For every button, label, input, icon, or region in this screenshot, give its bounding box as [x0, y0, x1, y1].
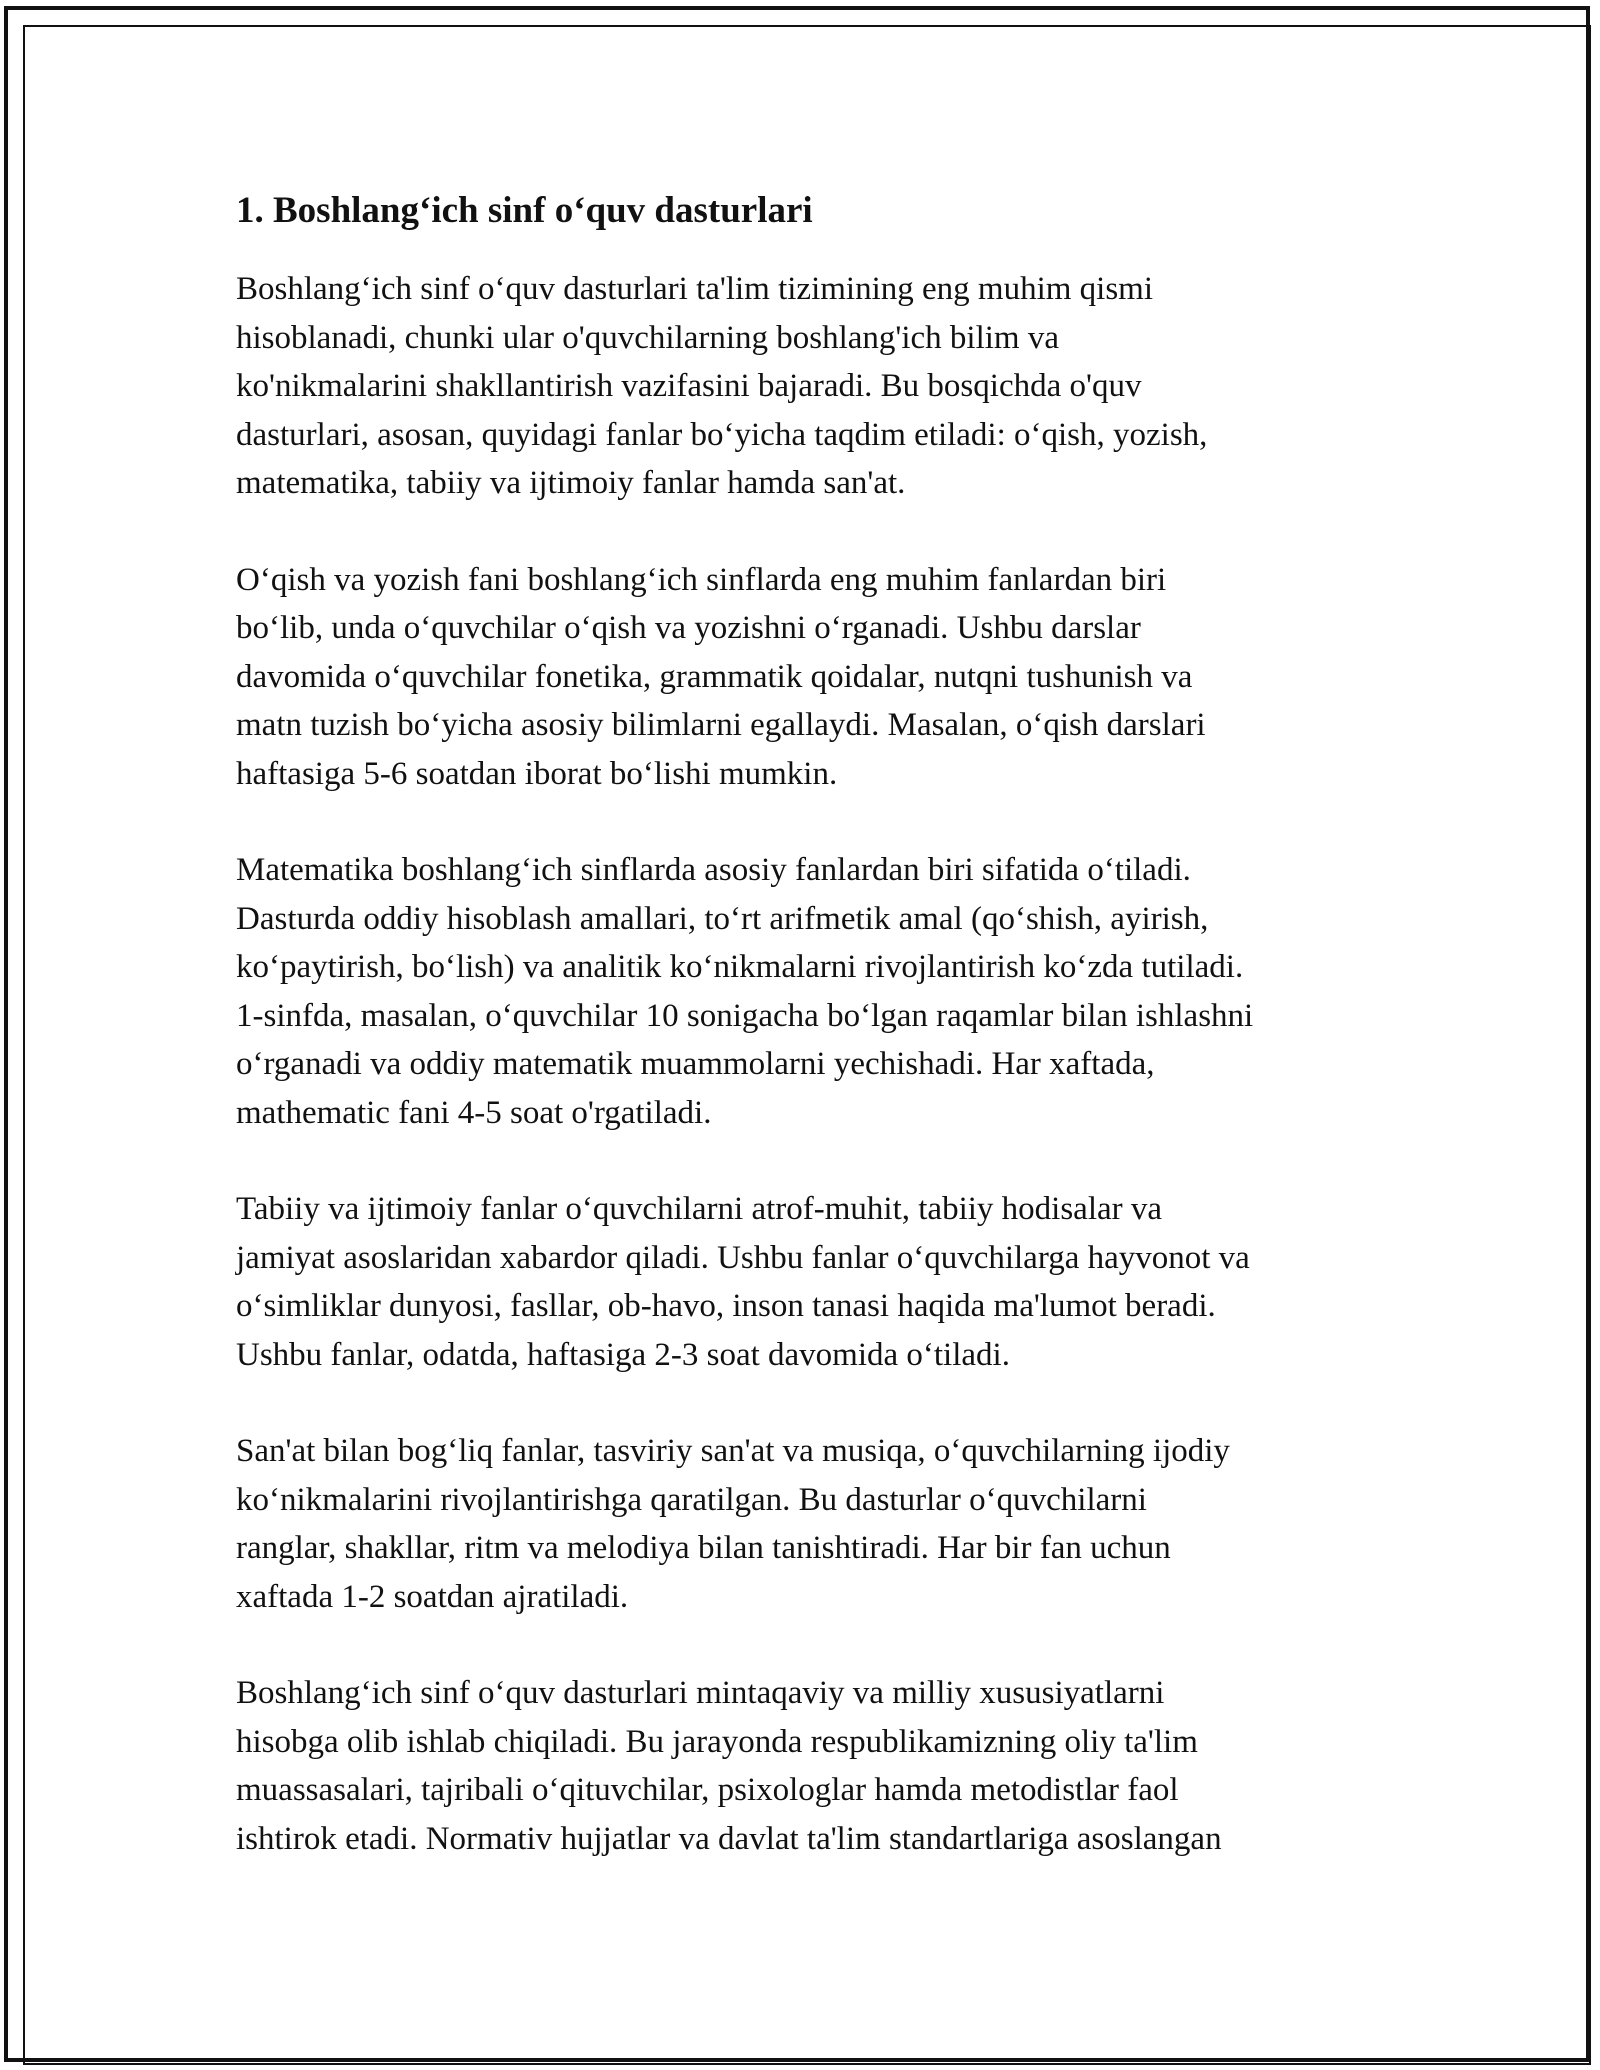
paragraph-mathematics: Matematika boshlang‘ich sinflarda asosiy fanlardan biri sifatida o‘tiladi. Dasturda oddiy hisoblash amallari, to‘rt arifmetik amal (qo‘shish, ayirish, ko‘paytirish, bo‘lish) va analitik ko‘nikmalarni rivojlantirish ko‘zda tutiladi. 1-sinfda, masalan, o‘quvchilar 10 sonigacha bo‘lgan raqamlar bilan ishlashni o‘rganadi va oddiy matematik muammolarni yechishadi. Har xaftada, mathematic fani 4-5 soat o'rgatiladi. — [236, 852, 1254, 1131]
paragraph-natural-social-sciences: Tabiiy va ijtimoiy fanlar o‘quvchilarni atrof-muhit, tabiiy hodisalar va jamiyat asoslaridan xabardor qiladi. Ushbu fanlar o‘quvchilarga hayvonot va o‘simliklar dunyosi, fasllar, ob-havo, inson tanasi haqida ma'lumot beradi. Ushbu fanlar, odatda, haftasiga 2-3 soat davomida o‘tiladi. — [236, 1191, 1250, 1373]
paragraph-development: Boshlang‘ich sinf o‘quv dasturlari mintaqaviy va milliy xususiyatlarni hisobga olib ishlab chiqiladi. Bu jarayonda respublikamizning oliy ta'lim muassasalari, tajribali o‘qituvchilar, psixologlar hamda metodistlar faol ishtirok etadi. Normativ hujjatlar va davlat ta'lim standartlariga asoslangan — [236, 1675, 1222, 1857]
paragraph-reading-writing: O‘qish va yozish fani boshlang‘ich sinflarda eng muhim fanlardan biri bo‘lib, unda o‘quvchilar o‘qish va yozishni o‘rganadi. Ushbu darslar davomida o‘quvchilar fonetika, grammatik qoidalar, nutqni tushunish va matn tuzish bo‘yicha asosiy bilimlarni egallaydi. Masalan, o‘qish darslari haftasiga 5-6 soatdan iborat bo‘lishi mumkin. — [236, 561, 1206, 792]
document-body — [236, 185, 1386, 1911]
paragraph-arts: San'at bilan bog‘liq fanlar, tasviriy san'at va musiqa, o‘quvchilarning ijodiy ko‘nikmalarini rivojlantirishga qaratilgan. Bu dasturlar o‘quvchilarni ranglar, shakllar, ritm va melodiya bilan tanishtiradi. Har bir fan uchun xaftada 1-2 soatdan ajratiladi. — [236, 1433, 1230, 1615]
section-heading: 1. Boshlang‘ich sinf o‘quv dasturlari — [236, 190, 813, 231]
paragraph-intro: Boshlang‘ich sinf o‘quv dasturlari ta'lim tizimining eng muhim qismi hisoblanadi, chunki ular o'quvchilarning boshlang'ich bilim va ko'nikmalarini shakllantirish vazifasini bajaradi. Bu bosqichda o'quv dasturlari, asosan, quyidagi fanlar bo‘yicha taqdim etiladi: o‘qish, yozish, matematika, tabiiy va ijtimoiy fanlar hamda san'at. — [236, 271, 1208, 501]
